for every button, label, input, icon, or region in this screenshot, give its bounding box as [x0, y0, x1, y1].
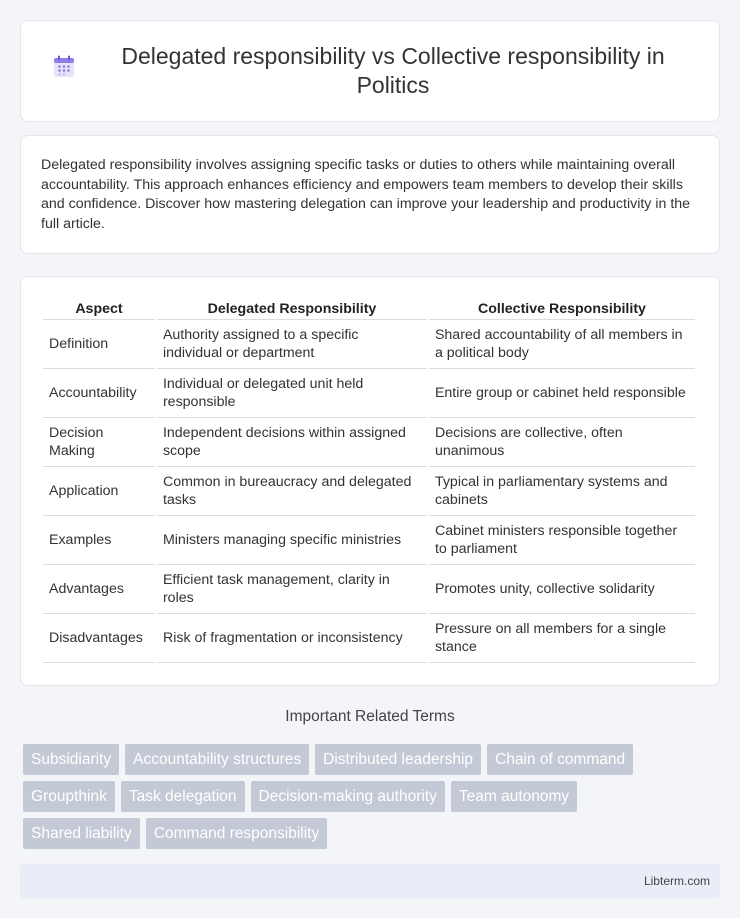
table-cell-collective: Pressure on all members for a single stance [429, 614, 695, 663]
table-cell-collective: Cabinet ministers responsible together to parliament [429, 516, 695, 565]
related-term-tag[interactable]: Accountability structures [125, 744, 309, 775]
table-cell-delegated: Individual or delegated unit held responsible [157, 369, 427, 418]
table-cell-aspect: Definition [43, 320, 155, 369]
comparison-card [20, 276, 720, 686]
table-cell-aspect: Accountability [43, 369, 155, 418]
table-cell-delegated: Risk of fragmentation or inconsistency [157, 614, 427, 663]
title-wrap [51, 42, 689, 100]
table-cell-collective: Decisions are collective, often unanimous [429, 418, 695, 467]
table-row [43, 467, 695, 516]
table-row [43, 565, 695, 614]
table-row [43, 516, 695, 565]
column-header-aspect: Aspect [43, 297, 155, 320]
table-cell-aspect: Examples [43, 516, 155, 565]
related-term-tag[interactable]: Distributed leadership [315, 744, 481, 775]
related-term-tag[interactable]: Command responsibility [146, 818, 327, 849]
table-cell-delegated: Common in bureaucracy and delegated tasks [157, 467, 427, 516]
related-term-tag[interactable]: Team autonomy [451, 781, 577, 812]
related-term-tag[interactable]: Chain of command [487, 744, 633, 775]
table-cell-collective: Promotes unity, collective solidarity [429, 565, 695, 614]
table-cell-delegated: Independent decisions within assigned scope [157, 418, 427, 467]
related-terms-list [23, 744, 703, 855]
table-cell-collective: Entire group or cabinet held responsible [429, 369, 695, 418]
related-term-tag[interactable]: Subsidiarity [23, 744, 119, 775]
table-cell-delegated: Efficient task management, clarity in roles [157, 565, 427, 614]
table-header-row [43, 297, 695, 320]
table-cell-aspect: Advantages [43, 565, 155, 614]
comparison-table [41, 297, 697, 663]
page-title: Delegated responsibility vs Collective responsibility in Politics [121, 43, 665, 98]
table-cell-delegated: Authority assigned to a specific individual or department [157, 320, 427, 369]
table-cell-aspect: Decision Making [43, 418, 155, 467]
table-cell-aspect: Application [43, 467, 155, 516]
related-term-tag[interactable]: Task delegation [121, 781, 245, 812]
table-cell-delegated: Ministers managing specific ministries [157, 516, 427, 565]
table-row [43, 369, 695, 418]
title-card [20, 20, 720, 122]
related-terms-heading: Important Related Terms [285, 708, 455, 725]
calendar-grid-icon [51, 54, 77, 80]
intro-text: Delegated responsibility involves assigning specific tasks or duties to others while maintaining overall accountability. This approach enhances efficiency and empowers team members to develop their skills and confidence. Discover how mastering delegation can improve your leadership and productivity in the full article. [41, 157, 691, 232]
table-cell-collective: Shared accountability of all members in a political body [429, 320, 695, 369]
table-row [43, 418, 695, 467]
intro-card [20, 135, 720, 254]
table-row [43, 614, 695, 663]
footer [20, 864, 720, 898]
column-header-delegated: Delegated Responsibility [157, 297, 427, 320]
related-term-tag[interactable]: Groupthink [23, 781, 115, 812]
related-term-tag[interactable]: Decision-making authority [251, 781, 445, 812]
table-cell-collective: Typical in parliamentary systems and cabinets [429, 467, 695, 516]
table-row [43, 320, 695, 369]
footer-site-link[interactable]: Libterm.com [643, 874, 710, 888]
related-term-tag[interactable]: Shared liability [23, 818, 140, 849]
table-cell-aspect: Disadvantages [43, 614, 155, 663]
column-header-collective: Collective Responsibility [429, 297, 695, 320]
